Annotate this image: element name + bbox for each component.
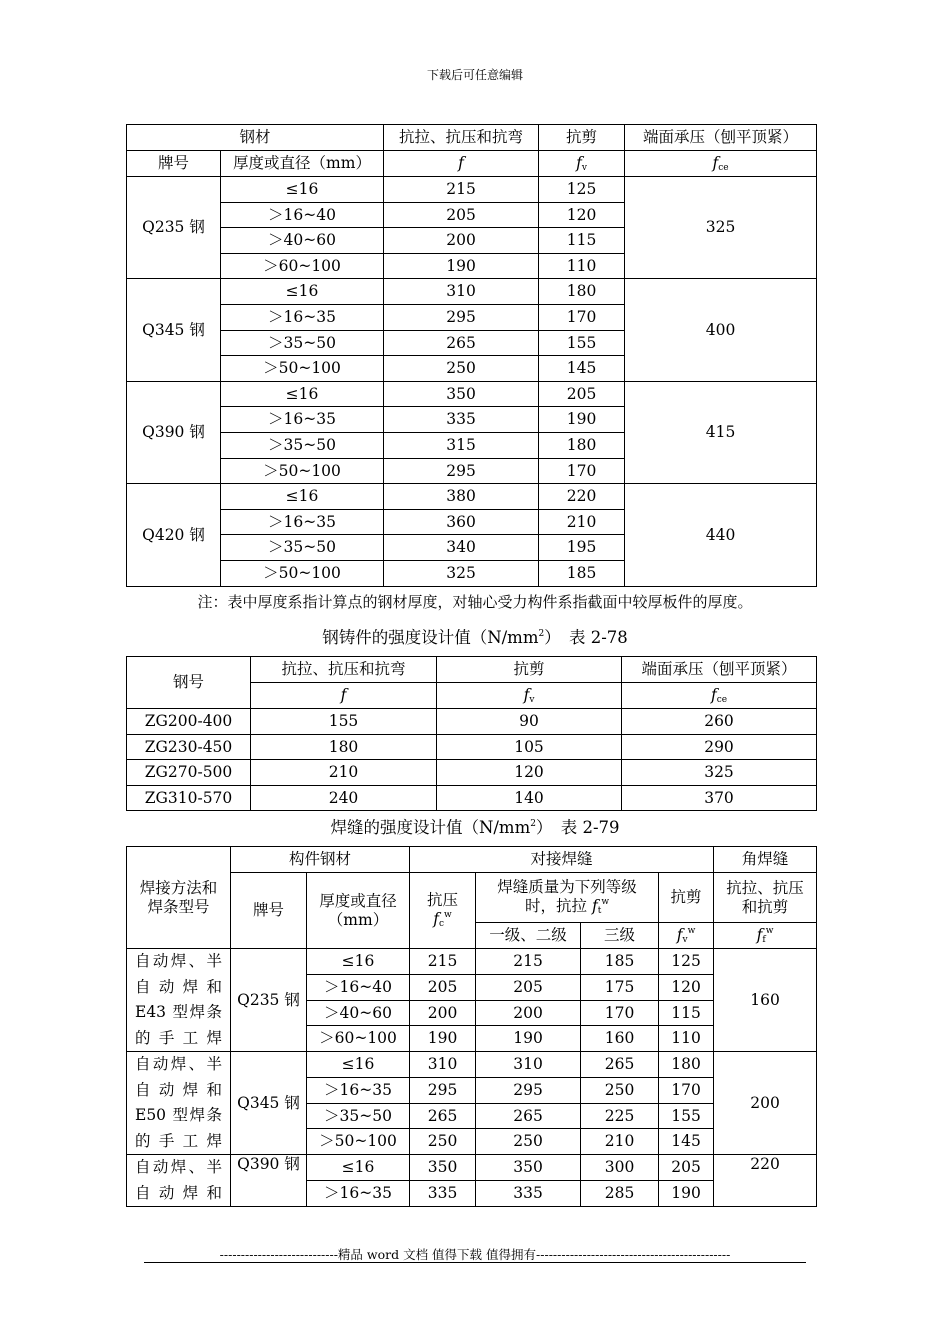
tension-level3-value: 265 <box>581 1052 659 1078</box>
compression-value: 200 <box>410 1000 476 1026</box>
fillet-value: 220 <box>714 1155 817 1207</box>
table-row <box>127 949 817 975</box>
table-row <box>127 785 817 811</box>
thickness-cell: ≤16 <box>221 381 384 407</box>
cast-table-body <box>127 709 817 811</box>
caption-table-2-79: 焊缝的强度设计值$(N/mm^2)$ 表 2-79 <box>330 818 620 837</box>
tension-value: 325 <box>384 560 539 586</box>
shear-value: 120 <box>539 202 625 228</box>
shear-value: 205 <box>539 381 625 407</box>
header-shear: 抗剪 <box>659 873 714 923</box>
header-weld-method: 焊接方法和 焊条型号 <box>127 847 231 949</box>
weld-method-line: 自动焊、半 <box>135 1055 222 1073</box>
tension-value: 310 <box>384 279 539 305</box>
thickness-cell: ＞60~100 <box>221 253 384 279</box>
header-fillet-strength: 抗拉、抗压 和抗剪 <box>714 873 817 923</box>
symbol-fv: $f_v$ <box>539 151 625 177</box>
tension-level3-value: 185 <box>581 949 659 975</box>
tension-level12-value: 310 <box>476 1052 581 1078</box>
bearing-value: 290 <box>622 734 817 760</box>
tension-level12-value: 205 <box>476 974 581 1000</box>
page-header: 下载后可任意编辑 <box>426 68 523 82</box>
thickness-cell: ＞40~60 <box>221 228 384 254</box>
fillet-value: 200 <box>714 1052 817 1155</box>
thickness-cell: ＞35~50 <box>221 432 384 458</box>
header-thickness: 厚度或直径 （mm） <box>307 873 410 949</box>
shear-value: 170 <box>539 458 625 484</box>
weld-table-body <box>127 949 817 1207</box>
shear-value: 180 <box>659 1052 714 1078</box>
shear-value: 110 <box>659 1026 714 1052</box>
fillet-value: 160 <box>714 949 817 1052</box>
grade-cell: Q420 钢 <box>127 484 221 586</box>
tension-value: 315 <box>384 432 539 458</box>
header-shear: 抗剪 <box>539 125 625 151</box>
tension-level12-value: 190 <box>476 1026 581 1052</box>
symbol-ffw: $f_f^w$ <box>714 923 817 949</box>
tension-value: 295 <box>384 458 539 484</box>
header-grade: 牌号 <box>231 873 307 949</box>
tension-level3-value: 225 <box>581 1103 659 1129</box>
table-row <box>127 177 817 203</box>
thickness-cell: ≤16 <box>221 279 384 305</box>
weld-method-line: E50 型焊条 <box>135 1106 222 1124</box>
weld-method-line: 自动焊和 <box>135 1080 222 1099</box>
shear-value: 105 <box>437 734 622 760</box>
tension-value: 155 <box>251 709 437 735</box>
header-grade: 牌号 <box>127 151 221 177</box>
shear-value: 180 <box>539 279 625 305</box>
header-shear: 抗剪 <box>437 657 622 683</box>
shear-value: 120 <box>437 760 622 786</box>
shear-value: 170 <box>539 304 625 330</box>
tension-level3-value: 175 <box>581 974 659 1000</box>
grade-cell: Q390 钢 <box>231 1155 307 1207</box>
tension-level12-value: 335 <box>476 1181 581 1207</box>
bearing-value: 260 <box>622 709 817 735</box>
tension-value: 180 <box>251 734 437 760</box>
symbol-f: f <box>384 151 539 177</box>
thickness-cell: ＞35~50 <box>221 535 384 561</box>
weld-method-line: 的手工焊 <box>135 1028 222 1047</box>
shear-value: 170 <box>659 1077 714 1103</box>
tension-level12-value: 265 <box>476 1103 581 1129</box>
table-row <box>127 484 817 510</box>
steel-strength-table <box>126 124 817 587</box>
tension-value: 380 <box>384 484 539 510</box>
tension-level3-value: 300 <box>581 1155 659 1181</box>
thickness-cell: ＞50~100 <box>307 1129 410 1155</box>
table-row <box>127 1155 817 1181</box>
shear-value: 155 <box>539 330 625 356</box>
compression-value: 350 <box>410 1155 476 1181</box>
thickness-cell: ≤16 <box>221 177 384 203</box>
shear-value: 155 <box>659 1103 714 1129</box>
header-steel: 钢材 <box>127 125 384 151</box>
weld-method-line: 自动焊、半 <box>135 1158 222 1176</box>
shear-value: 110 <box>539 253 625 279</box>
tension-value: 210 <box>251 760 437 786</box>
bearing-value: 440 <box>625 484 817 586</box>
thickness-cell: ≤16 <box>307 949 410 975</box>
weld-method-line: 自动焊、半 <box>135 952 222 970</box>
weld-method-cell <box>127 1052 231 1155</box>
table-row <box>127 381 817 407</box>
compression-value: 295 <box>410 1077 476 1103</box>
grade-cell: Q235 钢 <box>127 177 221 279</box>
grade-cell: Q235 钢 <box>231 949 307 1052</box>
thickness-cell: ＞16~35 <box>221 304 384 330</box>
tension-value: 295 <box>384 304 539 330</box>
header-grade: 钢号 <box>127 657 251 709</box>
thickness-cell: ＞16~35 <box>221 407 384 433</box>
thickness-cell: ≤16 <box>307 1155 410 1181</box>
tension-level3-value: 285 <box>581 1181 659 1207</box>
table-row <box>127 760 817 786</box>
grade-cell: ZG310-570 <box>127 785 251 811</box>
compression-value: 310 <box>410 1052 476 1078</box>
thickness-cell: ＞50~100 <box>221 560 384 586</box>
thickness-cell: ＞35~50 <box>221 330 384 356</box>
tension-value: 360 <box>384 509 539 535</box>
bearing-value: 415 <box>625 381 817 483</box>
grade-cell: Q345 钢 <box>231 1052 307 1155</box>
header-quality-level: 焊缝质量为下列等级 时，抗拉 $f_t^w$ <box>476 873 659 923</box>
tension-value: 215 <box>384 177 539 203</box>
tension-level3-value: 210 <box>581 1129 659 1155</box>
tension-value: 265 <box>384 330 539 356</box>
thickness-cell: ≤16 <box>221 484 384 510</box>
thickness-cell: ＞16~35 <box>307 1181 410 1207</box>
shear-value: 115 <box>539 228 625 254</box>
compression-value: 205 <box>410 974 476 1000</box>
thickness-cell: ＞16~40 <box>307 974 410 1000</box>
weld-method-line: 自动焊和 <box>135 977 222 996</box>
thickness-cell: ＞60~100 <box>307 1026 410 1052</box>
tension-level12-value: 200 <box>476 1000 581 1026</box>
shear-value: 185 <box>539 560 625 586</box>
tension-level3-value: 160 <box>581 1026 659 1052</box>
footer-rule <box>144 1262 806 1263</box>
symbol-f: f <box>251 683 437 709</box>
shear-value: 145 <box>659 1129 714 1155</box>
weld-method-cell <box>127 1155 231 1207</box>
shear-value: 140 <box>437 785 622 811</box>
shear-value: 210 <box>539 509 625 535</box>
header-fillet-weld: 角焊缝 <box>714 847 817 873</box>
table-row <box>127 709 817 735</box>
grade-cell: ZG200-400 <box>127 709 251 735</box>
caption-table-2-78: 钢铸件的强度设计值$(N/mm^2)$ 表 2-78 <box>322 628 628 647</box>
bearing-value: 400 <box>625 279 817 381</box>
grade-cell: Q390 钢 <box>127 381 221 483</box>
tension-level3-value: 250 <box>581 1077 659 1103</box>
table-row <box>127 1052 817 1078</box>
shear-value: 115 <box>659 1000 714 1026</box>
header-bearing: 端面承压（刨平顶紧） <box>625 125 817 151</box>
tension-value: 350 <box>384 381 539 407</box>
symbol-fvw: $f_v^w$ <box>659 923 714 949</box>
weld-method-line: 的手工焊 <box>135 1131 222 1150</box>
tension-value: 190 <box>384 253 539 279</box>
thickness-cell: ＞50~100 <box>221 458 384 484</box>
header-bearing: 端面承压（刨平顶紧） <box>622 657 817 683</box>
compression-value: 215 <box>410 949 476 975</box>
tension-value: 335 <box>384 407 539 433</box>
shear-value: 125 <box>539 177 625 203</box>
table-row <box>127 279 817 305</box>
thickness-cell: ≤16 <box>307 1052 410 1078</box>
tension-level3-value: 170 <box>581 1000 659 1026</box>
grade-cell: ZG270-500 <box>127 760 251 786</box>
shear-value: 220 <box>539 484 625 510</box>
header-compression: 抗压 $f_c^w$ <box>410 873 476 949</box>
thickness-cell: ＞35~50 <box>307 1103 410 1129</box>
compression-value: 265 <box>410 1103 476 1129</box>
tension-value: 205 <box>384 202 539 228</box>
weld-method-cell <box>127 949 231 1052</box>
header-thickness: 厚度或直径（mm） <box>221 151 384 177</box>
compression-value: 250 <box>410 1129 476 1155</box>
shear-value: 190 <box>659 1181 714 1207</box>
tension-value: 240 <box>251 785 437 811</box>
tension-value: 200 <box>384 228 539 254</box>
header-tension: 抗拉、抗压和抗弯 <box>384 125 539 151</box>
table-note: 注：表中厚度系指计算点的钢材厚度，对轴心受力构件系指截面中较厚板件的厚度。 <box>197 593 753 611</box>
grade-cell: ZG230-450 <box>127 734 251 760</box>
shear-value: 125 <box>659 949 714 975</box>
bearing-value: 325 <box>625 177 817 279</box>
symbol-fv: $f_v$ <box>437 683 622 709</box>
shear-value: 90 <box>437 709 622 735</box>
header-level-3: 三级 <box>581 923 659 949</box>
tension-level12-value: 295 <box>476 1077 581 1103</box>
shear-value: 195 <box>539 535 625 561</box>
header-butt-weld: 对接焊缝 <box>410 847 714 873</box>
steel-table-body <box>127 177 817 587</box>
thickness-cell: ＞16~35 <box>307 1077 410 1103</box>
shear-value: 120 <box>659 974 714 1000</box>
page-footer: ----------------------------精品 word 文档 值得下载 值得拥有---------------------------------------------- <box>219 1247 731 1262</box>
shear-value: 145 <box>539 356 625 382</box>
header-member-steel: 构件钢材 <box>231 847 410 873</box>
cast-steel-table <box>126 656 817 811</box>
tension-level12-value: 350 <box>476 1155 581 1181</box>
compression-value: 335 <box>410 1181 476 1207</box>
symbol-fce: $f_{ce}$ <box>622 683 817 709</box>
shear-value: 205 <box>659 1155 714 1181</box>
thickness-cell: ＞50~100 <box>221 356 384 382</box>
tension-level12-value: 250 <box>476 1129 581 1155</box>
header-tension: 抗拉、抗压和抗弯 <box>251 657 437 683</box>
weld-strength-table <box>126 846 817 1207</box>
shear-value: 190 <box>539 407 625 433</box>
tension-value: 340 <box>384 535 539 561</box>
tension-value: 250 <box>384 356 539 382</box>
shear-value: 180 <box>539 432 625 458</box>
bearing-value: 370 <box>622 785 817 811</box>
table-row <box>127 734 817 760</box>
weld-method-line: 自动焊和 <box>135 1183 222 1202</box>
compression-value: 190 <box>410 1026 476 1052</box>
thickness-cell: ＞16~40 <box>221 202 384 228</box>
weld-method-line: E43 型焊条 <box>135 1003 222 1021</box>
thickness-cell: ＞40~60 <box>307 1000 410 1026</box>
grade-cell: Q345 钢 <box>127 279 221 381</box>
tension-level12-value: 215 <box>476 949 581 975</box>
header-level-1-2: 一级、二级 <box>476 923 581 949</box>
thickness-cell: ＞16~35 <box>221 509 384 535</box>
symbol-fce: $f_{ce}$ <box>625 151 817 177</box>
bearing-value: 325 <box>622 760 817 786</box>
